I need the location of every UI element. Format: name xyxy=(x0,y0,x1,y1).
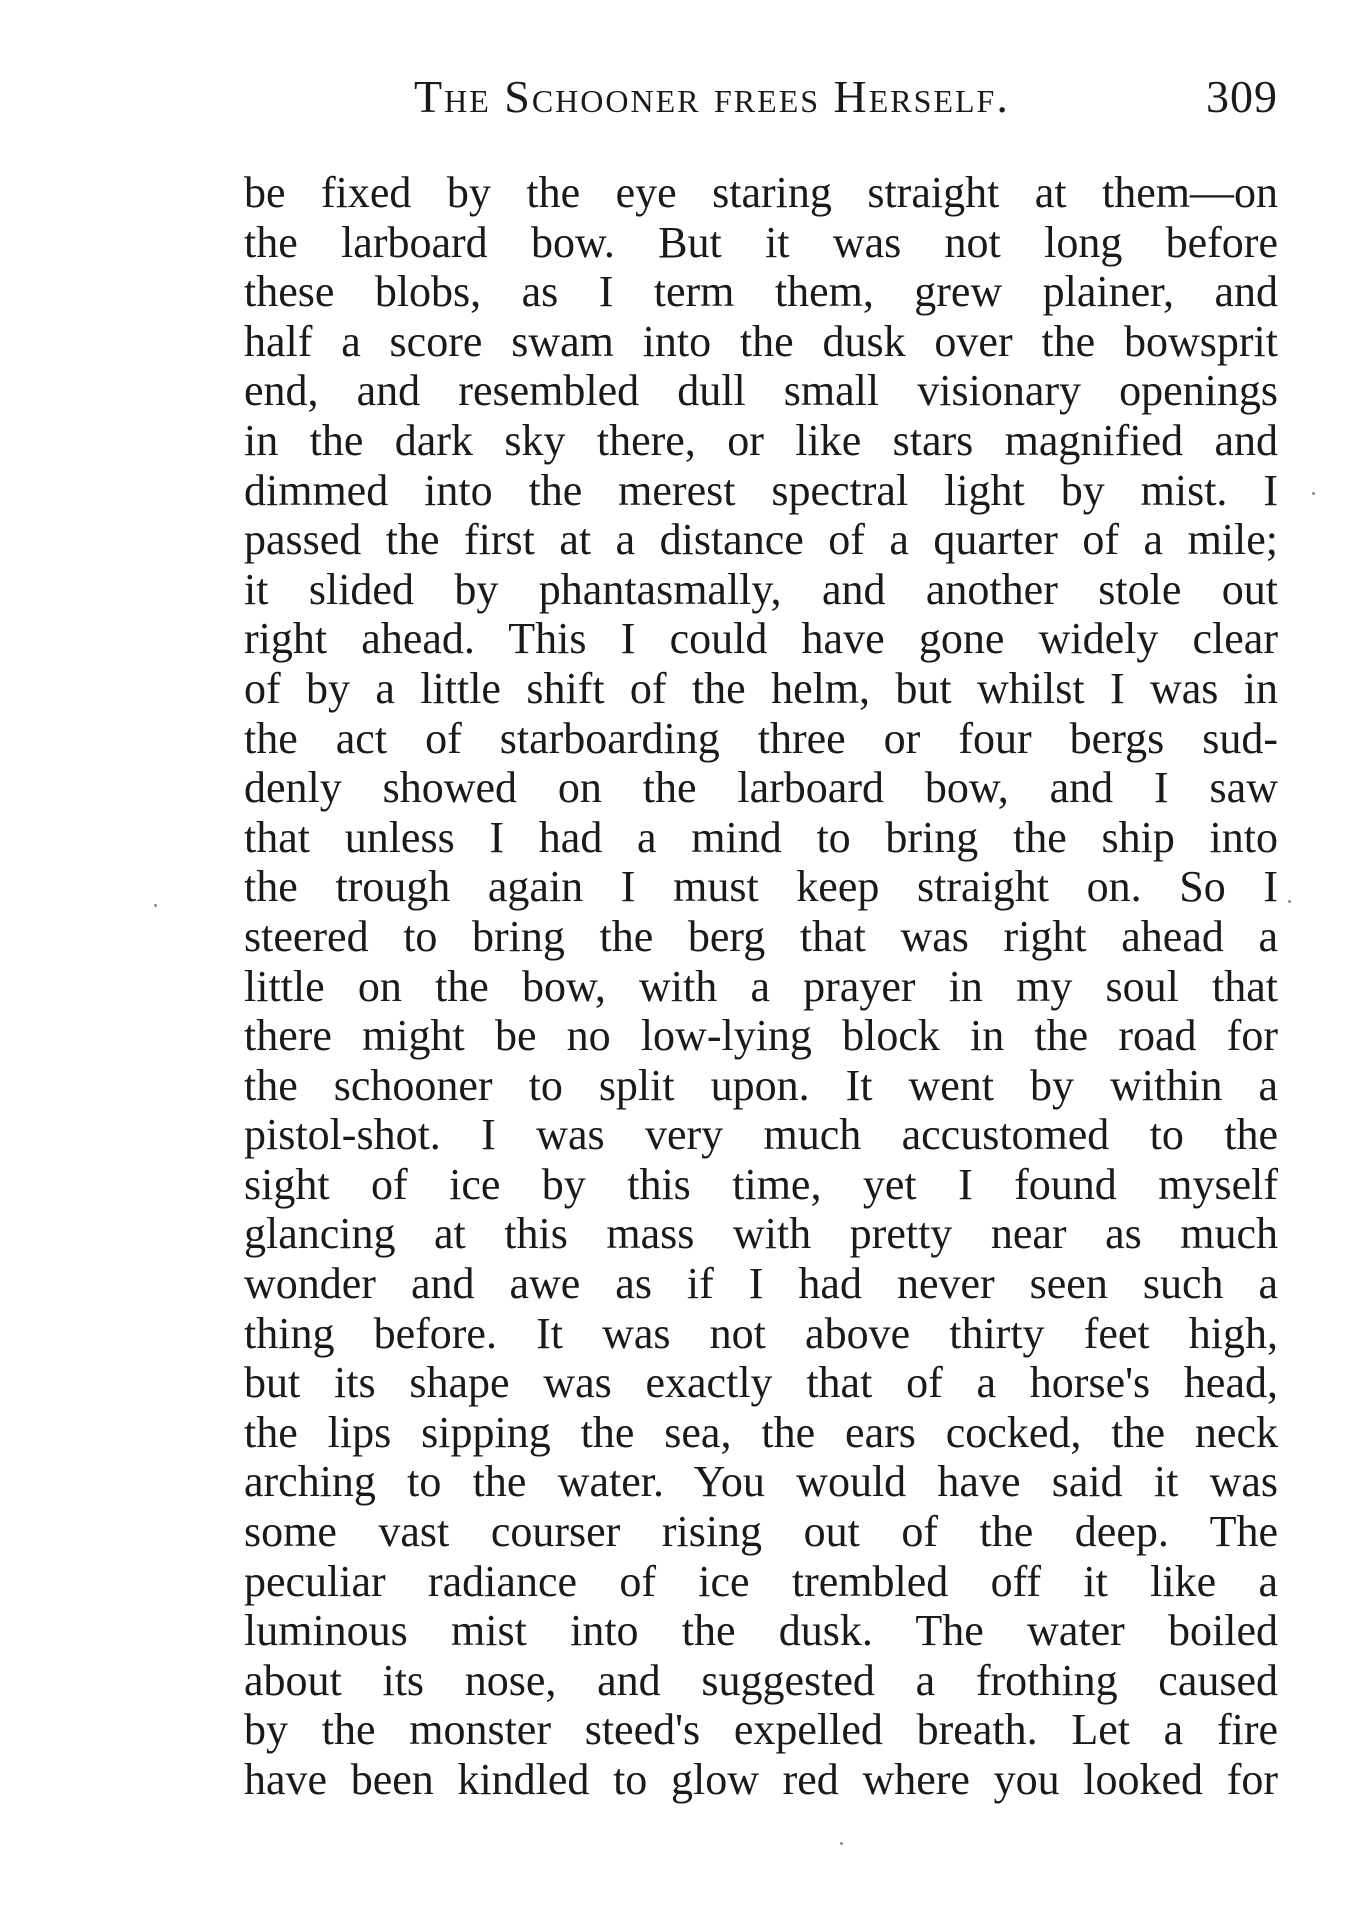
text-line: passed the first at a distance of a quarter of a mile; xyxy=(244,515,1278,565)
text-line: right ahead. This I could have gone widely clear xyxy=(244,614,1278,664)
page-number: 309 xyxy=(1206,71,1278,122)
paper-speck xyxy=(154,904,157,907)
text-line: dimmed into the merest spectral light by mist. I xyxy=(244,465,1278,515)
text-line: glancing at this mass with pretty near as much xyxy=(244,1209,1278,1259)
text-line: about its nose, and suggested a frothing caused xyxy=(244,1655,1278,1705)
text-line: be fixed by the eye staring straight at them—on xyxy=(244,168,1278,217)
text-line: in the dark sky there, or like stars magnified and xyxy=(244,415,1278,465)
body-text xyxy=(244,168,1278,1805)
text-line: pistol-shot. I was very much accustomed to the xyxy=(244,1110,1278,1160)
text-line: the schooner to split upon. It went by within a xyxy=(244,1060,1278,1110)
text-line: the larboard bow. But it was not long before xyxy=(244,217,1278,267)
text-line: it slided by phantasmally, and another stole out xyxy=(244,564,1278,614)
text-line: have been kindled to glow red where you looked for xyxy=(244,1755,1278,1804)
text-line: denly showed on the larboard bow, and I saw xyxy=(244,763,1278,813)
text-line: little on the bow, with a prayer in my soul that xyxy=(244,961,1278,1011)
text-line: the trough again I must keep straight on. So I xyxy=(244,862,1278,912)
paper-speck xyxy=(840,1842,843,1845)
text-line: arching to the water. You would have said it was xyxy=(244,1457,1278,1507)
text-line: these blobs, as I term them, grew plainer, and xyxy=(244,267,1278,317)
text-line: the act of starboarding three or four bergs sud- xyxy=(244,713,1278,763)
paper-speck xyxy=(1312,492,1315,495)
text-line: half a score swam into the dusk over the bowsprit xyxy=(244,316,1278,366)
paper-speck xyxy=(1288,900,1291,903)
text-line: thing before. It was not above thirty feet high, xyxy=(244,1308,1278,1358)
running-head xyxy=(244,70,1278,134)
text-line: wonder and awe as if I had never seen such a xyxy=(244,1259,1278,1309)
text-line: sight of ice by this time, yet I found myself xyxy=(244,1159,1278,1209)
text-line: that unless I had a mind to bring the ship into xyxy=(244,812,1278,862)
text-line: the lips sipping the sea, the ears cocked, the neck xyxy=(244,1407,1278,1457)
text-line: by the monster steed's expelled breath. Let a fire xyxy=(244,1705,1278,1755)
text-line: end, and resembled dull small visionary openings xyxy=(244,366,1278,416)
text-line: but its shape was exactly that of a horse's head, xyxy=(244,1358,1278,1408)
text-line: luminous mist into the dusk. The water boiled xyxy=(244,1606,1278,1656)
text-line: of by a little shift of the helm, but whilst I was in xyxy=(244,663,1278,713)
text-line: there might be no low-lying block in the road for xyxy=(244,1011,1278,1061)
text-line: steered to bring the berg that was right ahead a xyxy=(244,911,1278,961)
text-line: some vast courser rising out of the deep. The xyxy=(244,1507,1278,1557)
running-title: The Schooner frees Herself. xyxy=(414,71,1010,122)
text-line: peculiar radiance of ice trembled off it like a xyxy=(244,1556,1278,1606)
